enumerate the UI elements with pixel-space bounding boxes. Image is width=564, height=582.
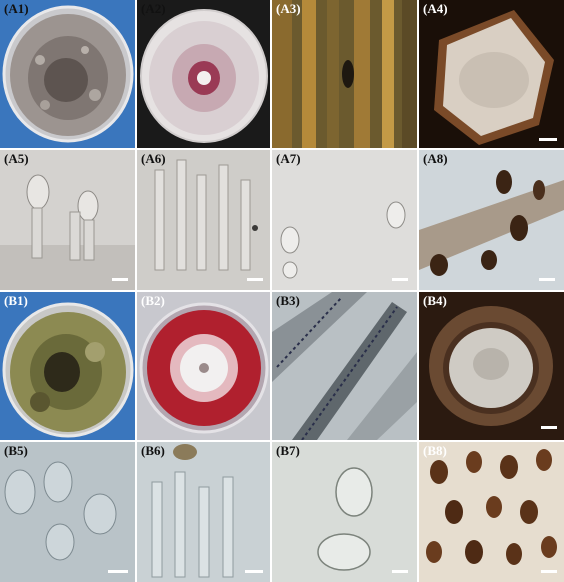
ascospores-image (419, 150, 564, 290)
panel-label: (A6) (141, 151, 166, 166)
scale-bar (112, 278, 128, 281)
panel-b6 (137, 442, 270, 582)
asci-image (0, 442, 135, 582)
panel-label: (A4) (423, 1, 448, 16)
panel-label: (A7) (276, 151, 301, 166)
scale-bar (392, 570, 408, 573)
panel-label: (B3) (276, 293, 300, 308)
panel-label: (B2) (141, 293, 165, 308)
scale-bar (539, 138, 557, 141)
ascospores-image (272, 150, 417, 290)
panel-a3 (272, 0, 417, 148)
ascoma-section-image (419, 292, 564, 440)
panel-label: (A8) (423, 151, 448, 166)
panel-a7 (272, 150, 417, 290)
panel-label: (B6) (141, 443, 165, 458)
panel-a2 (137, 0, 270, 148)
scale-bar (392, 278, 408, 281)
ascospores-image (419, 442, 564, 582)
panel-label: (A1) (4, 1, 29, 16)
panel-label: (B8) (423, 443, 447, 458)
ascospores-image (272, 442, 417, 582)
scale-bar (541, 426, 557, 429)
culture-plate-image (137, 0, 270, 148)
panel-a8 (419, 150, 564, 290)
paraphyses-image (137, 442, 270, 582)
bark-surface-image (272, 292, 417, 440)
asci-image (0, 150, 135, 290)
panel-b8 (419, 442, 564, 582)
scale-bar (245, 570, 263, 573)
panel-b7 (272, 442, 417, 582)
panel-b4 (419, 292, 564, 440)
panel-label: (B7) (276, 443, 300, 458)
panel-label: (A2) (141, 1, 166, 16)
panel-label: (B4) (423, 293, 447, 308)
scale-bar (108, 570, 128, 573)
ascoma-image (419, 0, 564, 148)
panel-label: (A5) (4, 151, 29, 166)
panel-a4 (419, 0, 564, 148)
panel-a6 (137, 150, 270, 290)
panel-b2 (137, 292, 270, 440)
scale-bar (247, 278, 263, 281)
panel-label: (B5) (4, 443, 28, 458)
wood-surface-image (272, 0, 417, 148)
panel-a5 (0, 150, 135, 290)
panel-b5 (0, 442, 135, 582)
culture-plate-image (0, 0, 135, 148)
panel-b1 (0, 292, 135, 440)
panel-b3 (272, 292, 417, 440)
culture-plate-image (137, 292, 270, 440)
panel-a1 (0, 0, 135, 148)
paraphyses-image (137, 150, 270, 290)
panel-label: (B1) (4, 293, 28, 308)
scale-bar (539, 278, 555, 281)
panel-label: (A3) (276, 1, 301, 16)
culture-plate-image (0, 292, 135, 440)
scale-bar (541, 570, 557, 573)
